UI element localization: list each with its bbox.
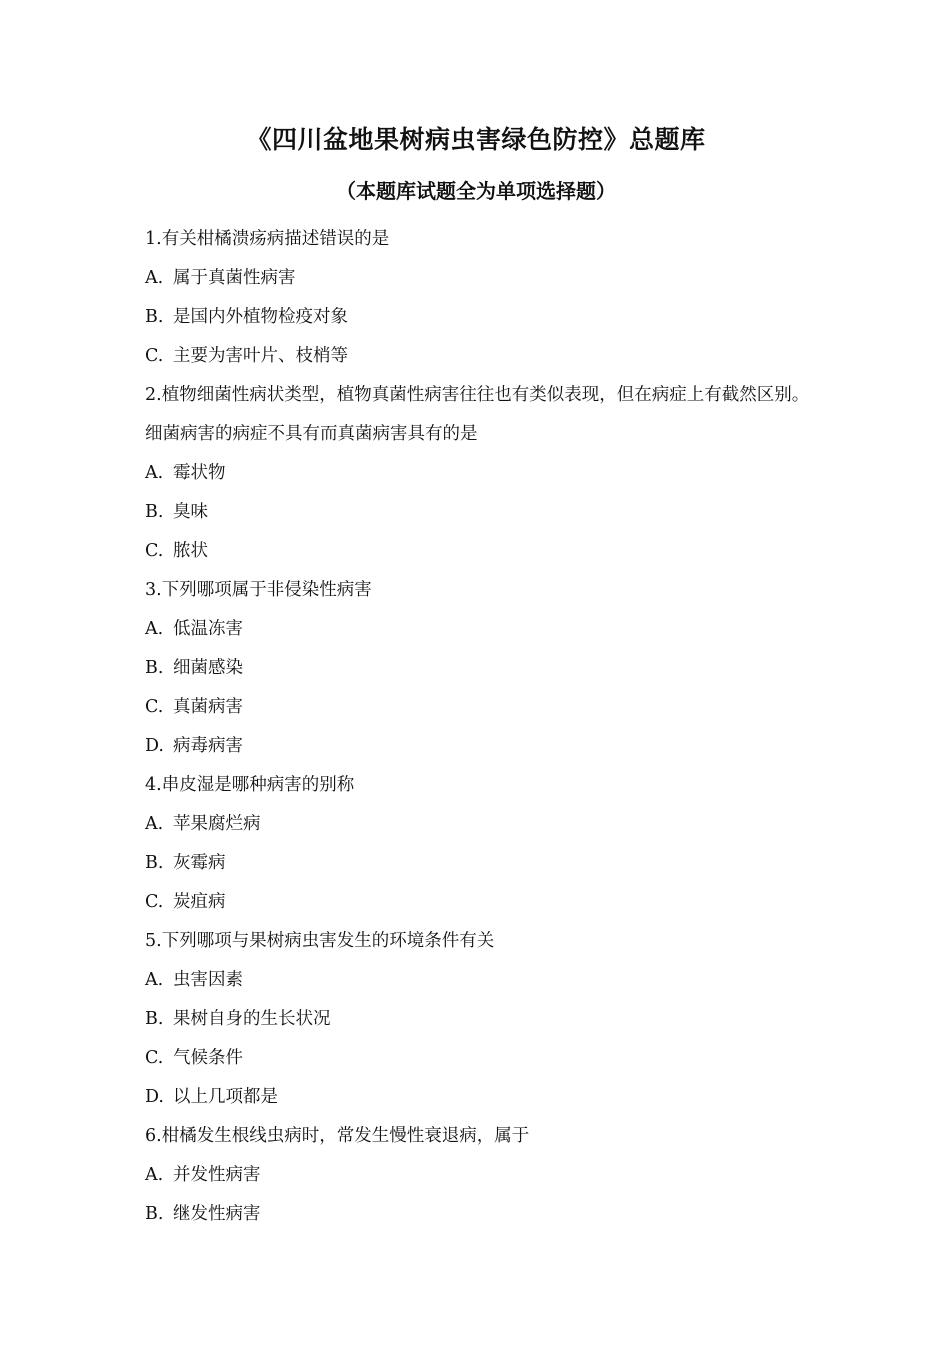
option-3b xyxy=(145,649,815,688)
option-label: A. xyxy=(145,463,164,483)
question-6 xyxy=(145,1117,815,1156)
option-text: 是国内外植物检疫对象 xyxy=(173,307,348,327)
question-number: 5 . xyxy=(145,931,162,951)
option-text: 苹果腐烂病 xyxy=(173,814,261,834)
option-label: B. xyxy=(145,1204,164,1224)
option-label: B. xyxy=(145,1009,164,1029)
option-1c xyxy=(145,337,815,376)
question-number: 2 . xyxy=(145,385,162,405)
option-label: B. xyxy=(145,658,164,678)
option-text: 继发性病害 xyxy=(173,1204,261,1224)
option-label: D. xyxy=(145,736,164,756)
option-5d xyxy=(145,1078,815,1117)
option-2b xyxy=(145,493,815,532)
question-number: 3 . xyxy=(145,580,162,600)
question-1 xyxy=(145,220,815,259)
question-number: 4 . xyxy=(145,775,162,795)
question-number: 6 . xyxy=(145,1126,162,1146)
option-text: 低温冻害 xyxy=(173,619,243,639)
option-text: 炭疽病 xyxy=(173,892,226,912)
question-text: 植物细菌性病状类型，植物真菌性病害往往也有类似表现，但在病症上有截然区别。细菌病害的病症不具有而真菌病害具有的是 xyxy=(145,385,810,444)
option-3a xyxy=(145,610,815,649)
option-text: 以上几项都是 xyxy=(173,1087,278,1107)
option-text: 霉状物 xyxy=(173,463,226,483)
question-5 xyxy=(145,922,815,961)
option-label: B. xyxy=(145,853,164,873)
option-5a xyxy=(145,961,815,1000)
option-label: B. xyxy=(145,307,164,327)
option-1a xyxy=(145,259,815,298)
question-text: 柑橘发生根线虫病时，常发生慢性衰退病，属于 xyxy=(161,1126,530,1146)
option-label: C. xyxy=(145,346,164,366)
question-text: 下列哪项属于非侵染性病害 xyxy=(161,580,372,600)
question-2 xyxy=(145,376,815,454)
option-4c xyxy=(145,883,815,922)
option-label: C. xyxy=(145,541,164,561)
option-5c xyxy=(145,1039,815,1078)
document-title: 《四川盆地果树病虫害绿色防控》总题库 xyxy=(246,125,706,154)
question-list xyxy=(145,220,815,1234)
option-label: A. xyxy=(145,970,164,990)
option-text: 虫害因素 xyxy=(173,970,243,990)
document-subtitle: （本题库试题全为单项选择题） xyxy=(336,179,616,203)
option-label: A. xyxy=(145,619,164,639)
question-number: 1 . xyxy=(145,229,162,249)
option-text: 属于真菌性病害 xyxy=(173,268,296,288)
option-text: 气候条件 xyxy=(173,1048,243,1068)
option-3d xyxy=(145,727,815,766)
question-3 xyxy=(145,571,815,610)
option-4b xyxy=(145,844,815,883)
option-text: 真菌病害 xyxy=(173,697,243,717)
option-label: C. xyxy=(145,1048,164,1068)
question-text: 串皮湿是哪种病害的别称 xyxy=(161,775,355,795)
option-label: C. xyxy=(145,697,164,717)
option-label: B. xyxy=(145,502,164,522)
question-4 xyxy=(145,766,815,805)
option-4a xyxy=(145,805,815,844)
option-2a xyxy=(145,454,815,493)
option-label: A. xyxy=(145,1165,164,1185)
question-text: 有关柑橘溃疡病描述错误的是 xyxy=(161,229,390,249)
option-5b xyxy=(145,1000,815,1039)
option-text: 并发性病害 xyxy=(173,1165,261,1185)
option-3c xyxy=(145,688,815,727)
option-text: 病毒病害 xyxy=(173,736,243,756)
option-text: 脓状 xyxy=(173,541,208,561)
option-label: C. xyxy=(145,892,164,912)
option-6b xyxy=(145,1195,815,1234)
option-text: 主要为害叶片、枝梢等 xyxy=(173,346,348,366)
option-6a xyxy=(145,1156,815,1195)
question-text: 下列哪项与果树病虫害发生的环境条件有关 xyxy=(161,931,495,951)
option-1b xyxy=(145,298,815,337)
option-text: 细菌感染 xyxy=(173,658,243,678)
option-text: 果树自身的生长状况 xyxy=(173,1009,331,1029)
option-text: 灰霉病 xyxy=(173,853,226,873)
option-label: A. xyxy=(145,814,164,834)
option-text: 臭味 xyxy=(173,502,208,522)
option-label: D. xyxy=(145,1087,164,1107)
option-label: A. xyxy=(145,268,164,288)
option-2c xyxy=(145,532,815,571)
